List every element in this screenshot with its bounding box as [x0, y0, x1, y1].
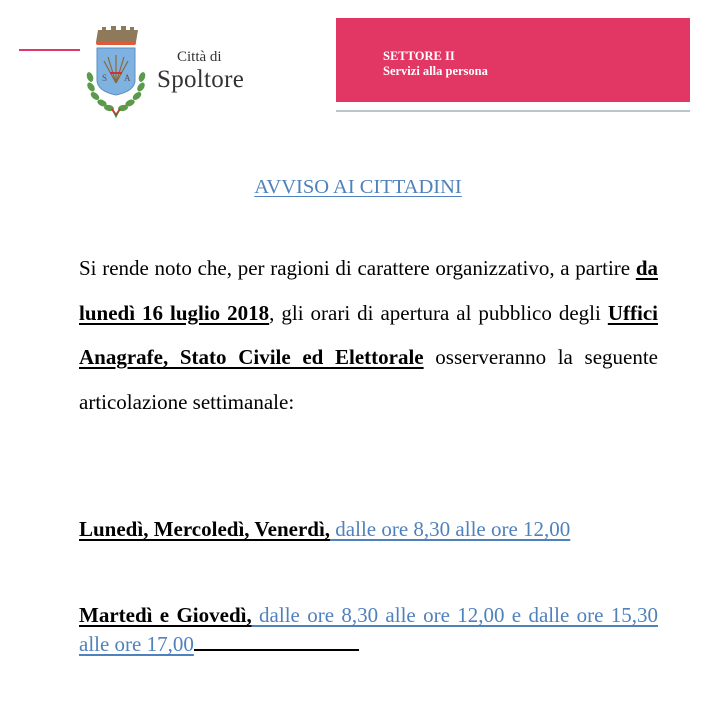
paragraph-text: Si rende noto che, per ragioni di carattere organizzativo, a partire [79, 256, 636, 280]
schedule-days: Martedì e Giovedì, [79, 603, 252, 627]
sector-divider [336, 110, 690, 112]
sector-banner [336, 18, 690, 102]
city-logo-text [157, 50, 244, 92]
city-prefix: Città di [177, 49, 222, 65]
svg-text:A: A [124, 73, 131, 83]
schedule-hours: dalle ore 8,30 alle ore 12,00 e dalle ore 15,30 alle ore 17,00 [79, 603, 658, 656]
notice-title: AVVISO AI CITTADINI [254, 176, 462, 198]
sector-title: SETTORE II [383, 49, 455, 63]
coat-of-arms-icon [80, 25, 152, 120]
sector-text [383, 49, 488, 79]
schedule-hours: dalle ore 8,30 alle ore 12,00 [330, 517, 571, 541]
underline-filler [194, 631, 359, 651]
city-name: Spoltore [157, 66, 245, 93]
paragraph-text: osserveranno la seguente articolazione settimanale: [79, 345, 658, 414]
schedule-days: Lunedì, Mercoledì, Venerdì, [79, 517, 331, 541]
schedule-entry [79, 515, 658, 544]
offices-name: Uffici Anagrafe, Stato Civile ed Elettorale [79, 300, 658, 369]
header-accent-rule [19, 49, 80, 51]
notice-paragraph [79, 246, 658, 424]
sector-subtitle: Servizi alla persona [383, 64, 488, 78]
effective-date: da lunedì 16 luglio 2018 [79, 256, 658, 325]
svg-text:S: S [102, 73, 108, 83]
paragraph-text: , gli orari di apertura al pubblico degli [269, 300, 608, 325]
schedule-entry [79, 601, 658, 659]
